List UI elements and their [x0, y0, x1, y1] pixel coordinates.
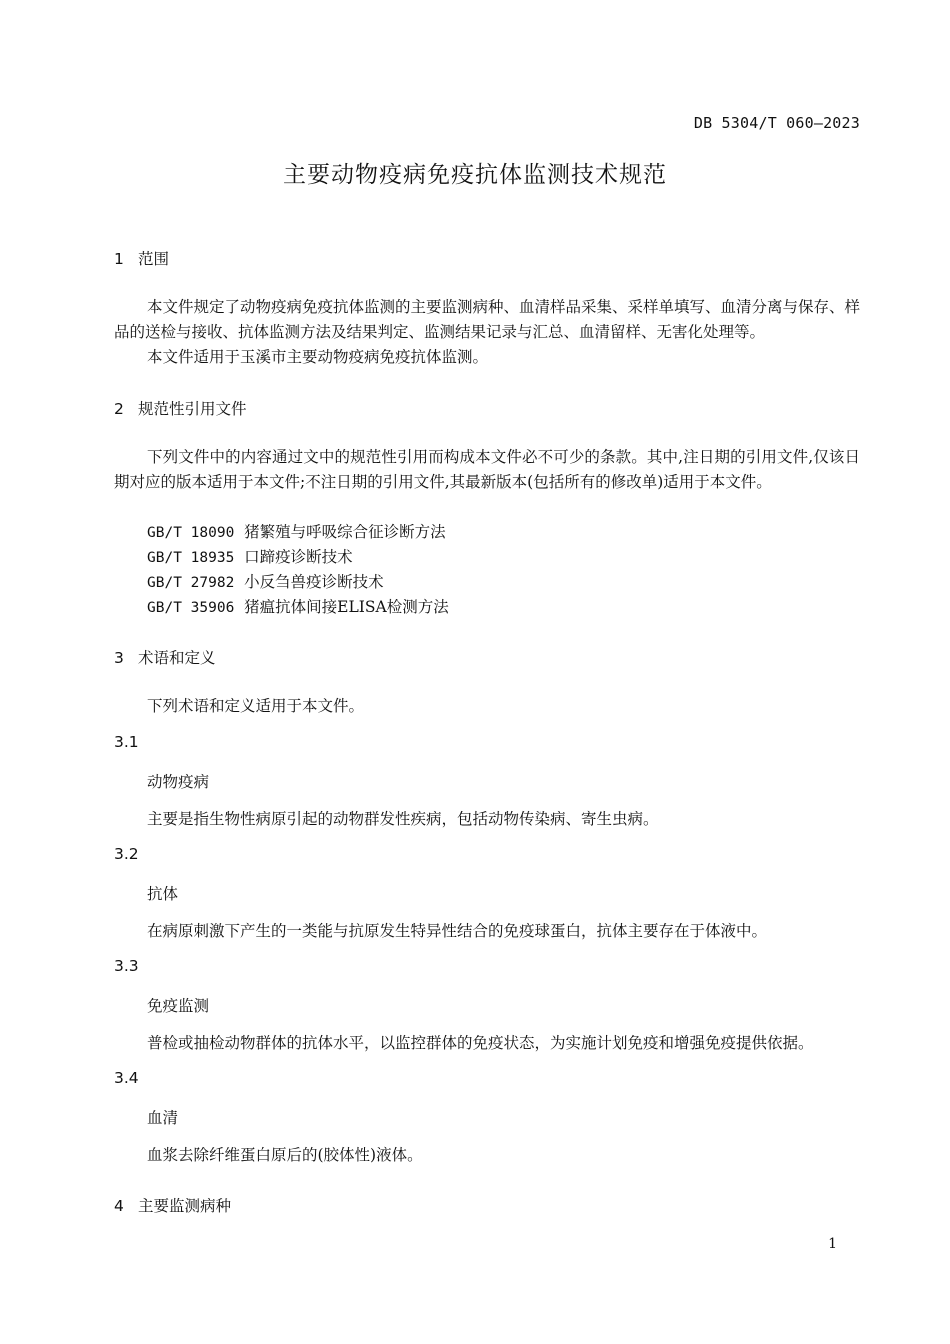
term-definition: 主要是指生物性病原引起的动物群发性疾病，包括动物传染病、寄生虫病。	[147, 810, 659, 828]
reference-code: GB/T 18935	[147, 550, 235, 566]
term-definition: 在病原刺激下产生的一类能与抗原发生特异性结合的免疫球蛋白，抗体主要存在于体液中。	[147, 922, 768, 940]
section-heading-monitored-diseases	[114, 1194, 231, 1216]
section-number: 2	[114, 400, 124, 418]
term-name: 免疫监测	[147, 997, 210, 1015]
section-title: 范围	[138, 250, 170, 268]
section-heading-terms-definitions	[114, 646, 216, 668]
section-title: 主要监测病种	[138, 1197, 232, 1215]
term-number: 3.2	[114, 845, 139, 863]
section-number: 1	[114, 250, 124, 268]
section-heading-scope	[114, 247, 169, 269]
term-definition: 血浆去除纤维蛋白原后的(胶体性)液体。	[147, 1146, 423, 1164]
page-number: 1	[828, 1236, 837, 1252]
reference-code: GB/T 18090	[147, 525, 235, 541]
reference-title: 猪繁殖与呼吸综合征诊断方法	[244, 523, 446, 541]
reference-item	[147, 570, 384, 592]
section-heading-normative-references	[114, 397, 247, 419]
term-number: 3.3	[114, 957, 139, 975]
term-name: 动物疫病	[147, 773, 210, 791]
reference-item	[147, 520, 446, 542]
paragraph: 本文件规定了动物疫病免疫抗体监测的主要监测病种、血清样品采集、采样单填写、血清分离与保存、样品的送检与接收、抗体监测方法及结果判定、监测结果记录与汇总、血清留样、无害化处理等。	[114, 298, 861, 341]
section-number: 3	[114, 649, 124, 667]
document-title: 主要动物疫病免疫抗体监测技术规范	[283, 162, 667, 188]
reference-code: GB/T 27982	[147, 575, 235, 591]
paragraph: 下列术语和定义适用于本文件。	[147, 697, 365, 715]
reference-item	[147, 595, 449, 617]
reference-item	[147, 545, 353, 567]
reference-title: 猪瘟抗体间接ELISA检测方法	[244, 598, 449, 616]
reference-title: 小反刍兽疫诊断技术	[244, 573, 384, 591]
term-definition: 普检或抽检动物群体的抗体水平，以监控群体的免疫状态，为实施计划免疫和增强免疫提供依据。	[147, 1034, 814, 1052]
reference-code: GB/T 35906	[147, 600, 235, 616]
term-number: 3.1	[114, 733, 139, 751]
paragraph: 下列文件中的内容通过文中的规范性引用而构成本文件必不可少的条款。其中,注日期的引用文件,仅该日期对应的版本适用于本文件;不注日期的引用文件,其最新版本(包括所有的修改单)适用于本文件。	[114, 448, 860, 491]
section-title: 术语和定义	[138, 649, 216, 667]
section-title: 规范性引用文件	[138, 400, 247, 418]
term-name: 抗体	[147, 885, 179, 903]
term-name: 血清	[147, 1109, 179, 1127]
reference-title: 口蹄疫诊断技术	[244, 548, 353, 566]
section-number: 4	[114, 1197, 124, 1215]
paragraph: 本文件适用于玉溪市主要动物疫病免疫抗体监测。	[147, 348, 489, 366]
term-number: 3.4	[114, 1069, 139, 1087]
document-number: DB 5304/T 060—2023	[693, 114, 860, 132]
